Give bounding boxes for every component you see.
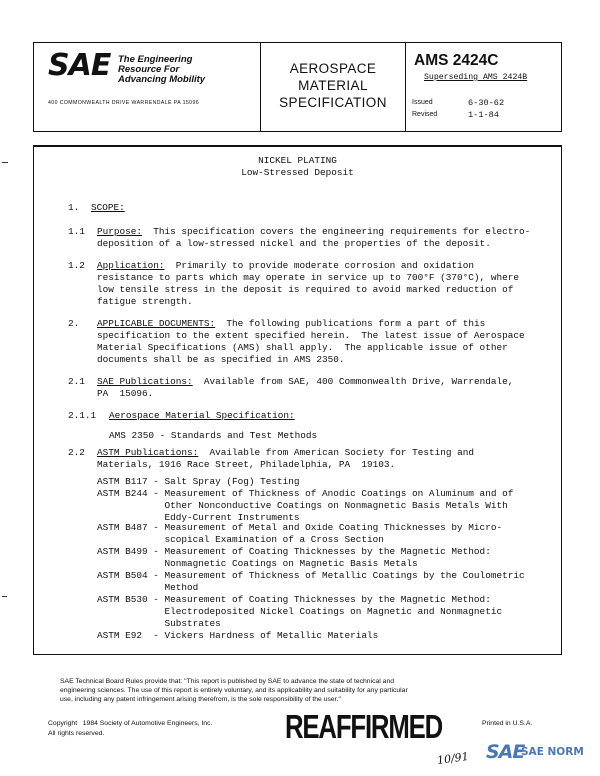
section-1-2-number: 1.2 [68,260,85,271]
handwritten-date: 10/91 [436,749,470,768]
section-2-number: 2. [68,318,80,329]
section-1-number: 1. [68,202,80,213]
astm-e92: ASTM E92 - Vickers Hardness of Metallic Materials [97,630,379,641]
reaffirmed-stamp: REAFFIRMED [285,708,443,745]
issued-label: Issued [412,99,433,106]
section-2-1-text-1: Available from SAE, 400 Commonwealth Drive, Warrendale, [203,376,514,387]
spec-title [261,60,405,111]
section-1-2-text-1: Primarily to provide moderate corrosion and oxidation [175,260,474,271]
sae-norm-text: SAE NORM [521,746,584,758]
rules-line-3: use, including any patent infringement arising therefrom, is the sole responsibility of the user." [60,696,341,703]
section-1-2-text-4: fatigue strength. [97,296,193,307]
astm-b499-line-1: ASTM B499 - Measurement of Coating Thicknesses by the Magnetic Method: [97,546,491,557]
astm-b487-line-1: ASTM B487 - Measurement of Metal and Oxide Coating Thicknesses by Micro- [97,522,503,533]
document-subtitle: Low-Stressed Deposit [241,167,354,178]
section-2-1-text-2: PA 15096. [97,388,154,399]
superseding-note: Superseding AMS 2424B [424,73,528,82]
astm-b499-line-2: Nonmagnetic Coatings on Magnetic Basis Metals [97,558,418,569]
logo-block [33,42,260,132]
section-2-text-2: specification to the extent specified herein. The latest issue of Aerospace [97,330,525,341]
issued-date: 6-30-62 [468,98,505,108]
astm-b244-line-2: Other Nonconductive Coatings on Nonmagnetic Basis Metals With [97,500,508,511]
section-1-2-text-2: resistance to parts which may operate in service up to 700°F (370°C), where [97,272,519,283]
document-title: NICKEL PLATING [258,155,337,166]
ams-2350-item: AMS 2350 - Standards and Test Methods [109,430,318,441]
astm-b530-line-2: Electrodeposited Nickel Coatings on Magnetic and Nonmagnetic [97,606,503,617]
ams-number: AMS 2424C [414,52,499,69]
astm-b504-line-1: ASTM B504 - Measurement of Thickness of Metallic Coatings by the Coulometric [97,570,525,581]
section-1-2-label: Application: [97,260,165,271]
rules-line-1: SAE Technical Board Rules provide that: "This report is published by SAE to advance the state of technical and [60,678,395,685]
section-2-text-1: The following publications form a part of this [226,318,486,329]
copyright: Copyright 1984 Society of Automotive Engineers, Inc. [48,720,213,727]
scan-mark [2,162,8,163]
section-1-1-text-2: deposition of a low-stressed nickel and the properties of the deposit. [97,238,491,249]
astm-b244-line-3: Eddy-Current Instruments [97,512,300,523]
sae-address: 400 COMMONWEALTH DRIVE WARRENDALE PA 15096 [48,100,200,106]
spec-title-line-3: SPECIFICATION [279,95,387,110]
astm-b117: ASTM B117 - Salt Spray (Fog) Testing [97,476,300,487]
astm-b504-line-2: Method [97,582,199,593]
revised-label: Revised [412,111,438,118]
section-1-1-text-1: This specification covers the engineering requirements for electro- [153,226,531,237]
astm-b530-line-3: Substrates [97,618,221,629]
section-2-2-line-1 [97,447,474,459]
astm-b487-line-2: scopical Examination of a Cross Section [97,534,384,545]
spec-title-block [260,42,406,132]
sae-norm-logo: SAE [486,741,525,763]
section-1-2-text-3: low tensile stress in the deposit is required to avoid marked reduction of [97,284,514,295]
astm-b244-line-1: ASTM B244 - Measurement of Thickness of Anodic Coatings on Aluminum and of [97,488,514,499]
scan-mark [2,596,7,597]
section-2-1-label: SAE Publications: [97,376,193,387]
tagline-line-2: Resource For [118,64,180,75]
section-2-1-number: 2.1 [68,376,85,387]
tagline [118,55,205,85]
section-2-2-number: 2.2 [68,447,85,458]
section-1-1-number: 1.1 [68,226,85,237]
section-2-2-text-2: Materials, 1916 Race Street, Philadelphia, PA 19103. [97,459,396,470]
section-2-1-1-number: 2.1.1 [68,410,97,421]
rights-reserved: All rights reserved. [48,730,105,737]
section-2-line-1 [97,318,485,330]
spec-title-line-2: MATERIAL [298,78,368,93]
sae-logo: SAE [48,48,111,83]
section-1-1-line-1 [97,226,530,238]
tagline-line-1: The Engineering [118,54,193,65]
section-2-1-line-1 [97,376,513,388]
section-2-2-text-1: Available from American Society for Testing and [209,447,474,458]
revised-date: 1-1-84 [468,110,499,120]
rules-line-2: engineering sciences. The use of this report is entirely voluntary, and its applicability and suitability for any particular [60,687,408,694]
section-1-1-label: Purpose: [97,226,143,237]
tagline-line-3: Advancing Mobility [118,74,206,85]
section-1-heading: SCOPE: [91,202,125,213]
section-1-2-line-1 [97,260,474,272]
section-2-text-3: Material Specifications (AMS) shall apply. The applicable issue of other [97,342,508,353]
section-2-label: APPLICABLE DOCUMENTS: [97,318,216,329]
astm-b530-line-1: ASTM B530 - Measurement of Coating Thicknesses by the Magnetic Method: [97,594,491,605]
ams-block [406,42,562,132]
printed-in: Printed in U.S.A. [482,720,533,727]
section-2-1-1-label: Aerospace Material Specification: [109,410,295,421]
spec-title-line-1: AEROSPACE [289,61,377,76]
section-2-text-4: documents shall be as specified in AMS 2350. [97,354,345,365]
section-2-2-label: ASTM Publications: [97,447,199,458]
